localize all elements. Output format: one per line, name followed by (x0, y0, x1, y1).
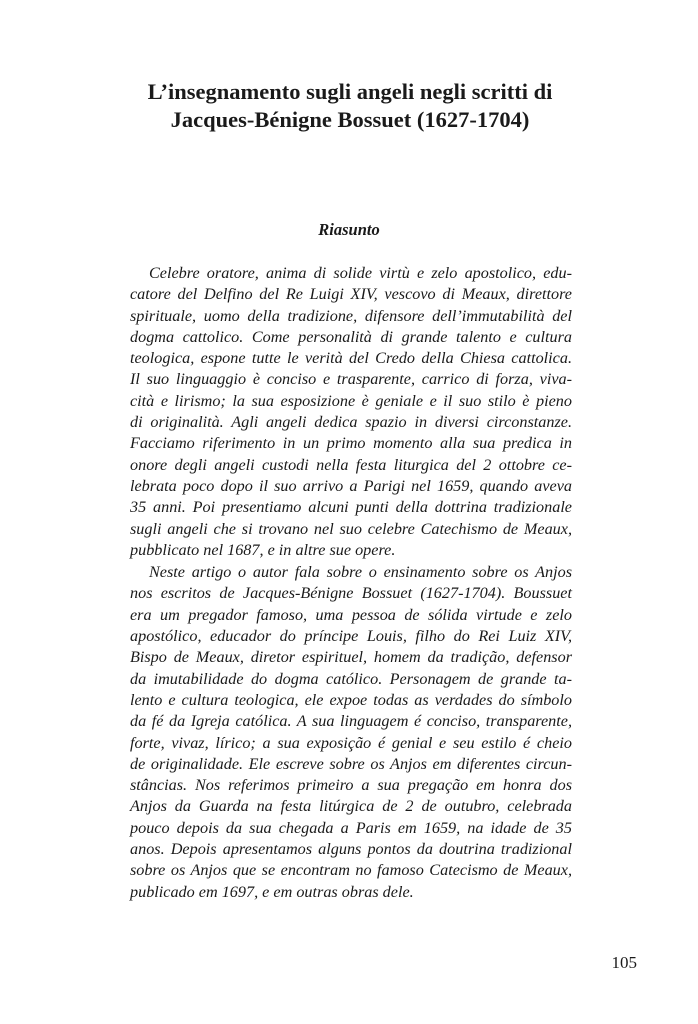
text-line: dogma cattolico. Come personalità di grande talento e cultura (130, 327, 572, 346)
text-line: apostólico, educador do príncipe Louis, filho do Rei Luiz XIV, (130, 627, 572, 646)
text-line: sobre os Anjos que se encontram no famoso Catecismo de Meaux, (130, 861, 572, 880)
text-line: stâncias. Nos referimos primeiro a sua pregação em honra dos (130, 776, 572, 795)
text-line: Celebre oratore, anima di solide virtù e zelo apostolico, edu- (149, 264, 572, 282)
abstract-paragraph-italian (130, 263, 572, 561)
text-line: lento e cultura teologica, ele expoe todas as verdades do símbolo (130, 690, 572, 709)
text-line: Facciamo riferimento in un primo momento alla sua predica in (130, 434, 572, 453)
text-line: Anjos da Guarda na festa litúrgica de 2 de outubro, celebrada (130, 797, 572, 816)
article-title-line-2: Jacques-Bénigne Bossuet (1627-1704) (170, 107, 530, 132)
text-line: pubblicato nel 1687, e in altre sue opere. (130, 540, 396, 559)
text-line: cità e lirismo; la sua esposizione è geniale e il suo stilo è pieno (130, 391, 572, 410)
text-line: lebrata poco dopo il suo arrivo a Parigi nel 1659, quando aveva (130, 476, 572, 495)
text-line: onore degli angeli custodi nella festa liturgica del 2 ottobre ce- (130, 455, 572, 474)
text-line: spirituale, uomo della tradizione, difensore dell’immutabilità del (130, 306, 572, 325)
article-title (100, 78, 600, 134)
text-line: pouco depois da sua chegada a Paris em 1659, na idade de 35 (130, 818, 572, 837)
text-line: catore del Delfino del Re Luigi XIV, vescovo di Meaux, direttore (130, 285, 572, 304)
text-line: Bispo de Meaux, diretor espirituel, homem da tradição, defensor (130, 648, 572, 667)
text-line: nos escritos de Jacques-Bénigne Bossuet (1627-1704). Boussuet (130, 584, 572, 603)
text-line: da imutabilidade do dogma católico. Personagem de grande ta- (130, 669, 572, 688)
text-line: teologica, espone tutte le verità del Credo della Chiesa cattolica. (130, 349, 572, 368)
abstract-body (130, 263, 572, 903)
text-line: forte, vivaz, lírico; a sua exposição é genial e seu estilo é cheio (130, 733, 572, 752)
text-line: publicado em 1697, e em outras obras dele. (130, 882, 414, 901)
text-line: era um pregador famoso, uma pessoa de sólida virtude e zelo (130, 605, 572, 624)
section-heading: Riasunto (318, 220, 380, 239)
article-title-line-1: L’insegnamento sugli angeli negli scritti di (147, 79, 553, 104)
text-line: Neste artigo o autor fala sobre o ensinamento sobre os Anjos (149, 563, 572, 582)
text-line: sugli angeli che si trovano nel suo celebre Catechismo de Meaux, (130, 519, 572, 538)
text-line: 35 anni. Poi presentiamo alcuni punti della dottrina tradizionale (130, 498, 572, 517)
text-line: anos. Depois apresentamos alguns pontos da doutrina tradizional (130, 840, 572, 859)
page-number: 105 (611, 953, 637, 972)
abstract-paragraph-portuguese (130, 562, 572, 903)
text-line: Il suo linguaggio è conciso e trasparente, carrico di forza, viva- (130, 370, 572, 389)
text-line: da fé da Igreja católica. A sua linguagem é conciso, transparente, (130, 712, 572, 731)
text-line: de originalidade. Ele escreve sobre os Anjos em diferentes circun- (130, 754, 572, 773)
text-line: di originalità. Agli angeli dedica spazio in diversi circonstanze. (130, 413, 572, 432)
